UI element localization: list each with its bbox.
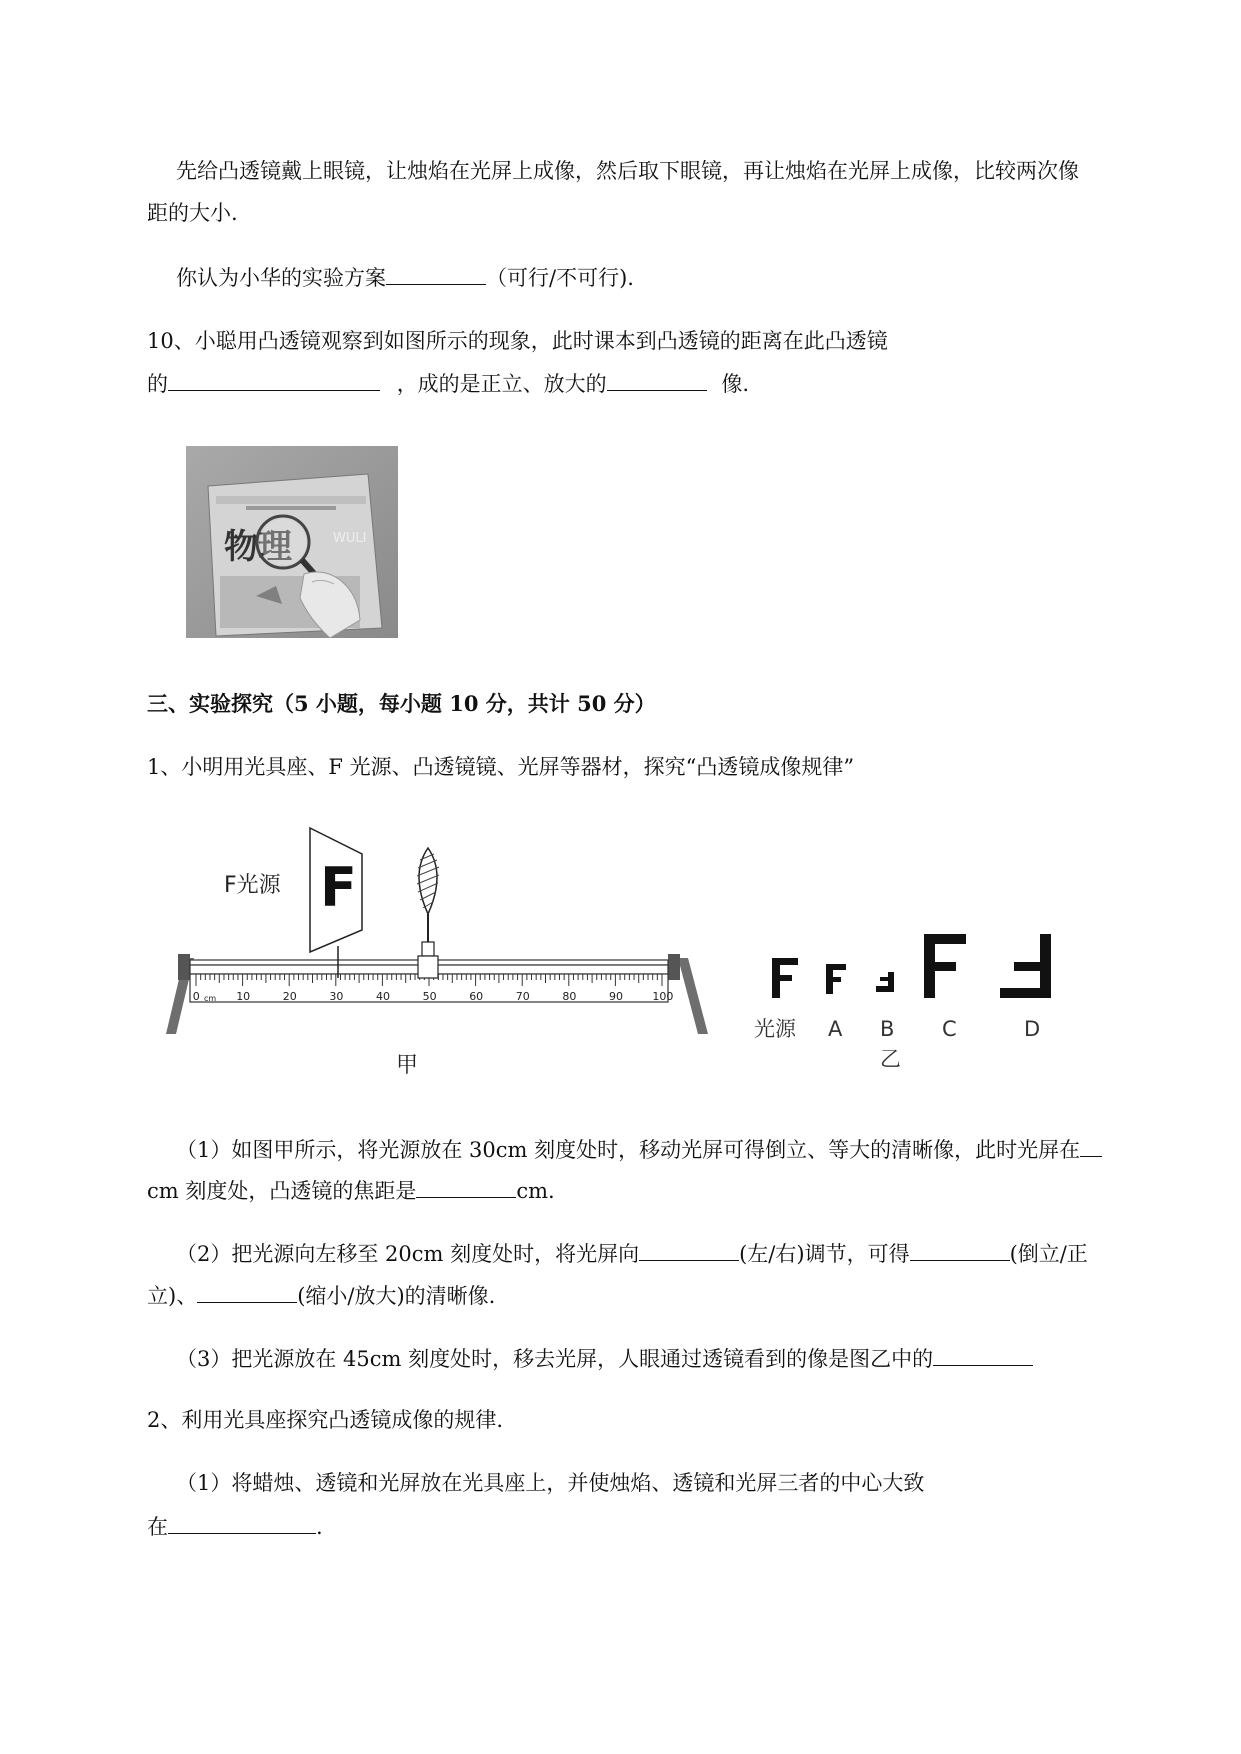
question-intro: 2、利用光具座探究凸透镜成像的规律.: [147, 1408, 504, 1432]
figure-caption-yi: 乙: [880, 1047, 901, 1071]
text: （可行/不可行).: [486, 266, 634, 290]
answer-blank[interactable]: [386, 262, 486, 285]
ruler-tick-label: 100: [652, 990, 674, 1003]
answer-blank[interactable]: [197, 1280, 297, 1303]
text: （3）把光源放在 45cm 刻度处时，移去光屏，人眼通过透镜看到的像是图乙中的: [176, 1347, 934, 1371]
question-intro: 1、小明用光具座、F 光源、凸透镜镜、光屏等器材，探究“凸透镜成像规律”: [147, 755, 855, 779]
book-side-text: WULI: [333, 531, 367, 546]
label-a: A: [828, 1017, 843, 1041]
text: 立)、: [147, 1284, 198, 1308]
text: 在: [147, 1515, 168, 1539]
ruler-tick-label: 50: [422, 990, 437, 1003]
text: (倒立/正: [1009, 1242, 1088, 1266]
answer-blank[interactable]: [1080, 1134, 1102, 1157]
label-c: C: [942, 1017, 957, 1041]
ruler-tick-label: 70: [515, 990, 530, 1003]
text: (左/右)调节，可得: [739, 1242, 910, 1266]
question-line: （1）将蜡烛、透镜和光屏放在光具座上，并使烛焰、透镜和光屏三者的中心大致: [176, 1471, 925, 1495]
question-line: [147, 368, 749, 398]
text: （1）如图甲所示，将光源放在 30cm 刻度处时，移动光屏可得倒立、等大的清晰像，此时光屏在: [176, 1138, 1081, 1162]
label-source: 光源: [754, 1017, 796, 1041]
text: (缩小/放大)的清晰像.: [297, 1284, 496, 1308]
light-source-label: F光源: [224, 873, 281, 898]
question-line: [147, 1511, 323, 1541]
option-d-icon: [1000, 934, 1051, 998]
text: cm 刻度处，凸透镜的焦距是: [147, 1179, 417, 1203]
section-heading: 三、实验探究（5 小题，每小题 10 分，共计 50 分）: [147, 691, 656, 716]
paragraph-line: 先给凸透镜戴上眼镜，让烛焰在光屏上成像，然后取下眼镜，再让烛焰在光屏上成像，比较两次像: [176, 159, 1079, 183]
option-b-icon: [876, 972, 894, 992]
text: ，成的是正立、放大的: [396, 372, 607, 396]
question-line: [147, 1175, 555, 1205]
book-title: 物理: [224, 527, 292, 567]
text: 的: [147, 372, 168, 396]
paragraph-line: [176, 262, 634, 292]
answer-blank[interactable]: [416, 1175, 516, 1198]
answer-blank[interactable]: [607, 368, 707, 391]
question-line: [147, 1280, 495, 1310]
label-d: D: [1024, 1017, 1041, 1041]
option-a-icon: [826, 964, 846, 994]
question-line: [176, 1343, 1033, 1373]
ruler-tick-label: 60: [469, 990, 484, 1003]
answer-blank[interactable]: [639, 1238, 739, 1261]
question-line: [176, 1134, 1102, 1164]
answer-blank[interactable]: [168, 1511, 316, 1534]
question-line: [176, 1238, 1088, 1268]
ruler-tick-label: 10: [236, 990, 251, 1003]
answer-blank[interactable]: [933, 1343, 1033, 1366]
ruler-tick-label: 40: [376, 990, 390, 1003]
optical-bench-figure: [160, 820, 720, 1080]
answer-blank[interactable]: [168, 368, 380, 391]
question-line: 10、小聪用凸透镜观察到如图所示的现象，此时课本到凸透镜的距离在此凸透镜: [147, 329, 888, 353]
source-f-glyph: F: [320, 856, 357, 919]
option-c-icon: [924, 934, 966, 998]
text: 你认为小华的实验方案: [176, 266, 386, 290]
paragraph-line: 距的大小.: [147, 201, 238, 225]
label-b: B: [880, 1017, 895, 1041]
ruler-unit-label: cm: [204, 994, 217, 1003]
ruler-tick-label: 20: [282, 990, 297, 1003]
text: 像.: [721, 372, 750, 396]
ruler-tick-label: 30: [329, 990, 344, 1003]
source-f-icon: [772, 958, 798, 998]
text: （2）把光源向左移至 20cm 刻度处时，将光屏向: [176, 1242, 640, 1266]
image-options-figure: [748, 920, 1088, 1080]
ruler-tick-label: 80: [562, 990, 577, 1003]
magnifier-photo: [186, 446, 398, 638]
ruler-tick-label: 0: [192, 990, 200, 1003]
answer-blank[interactable]: [910, 1238, 1010, 1261]
ruler-tick-label: 90: [609, 990, 623, 1003]
text: .: [316, 1515, 323, 1539]
figure-caption-jia: 甲: [396, 1053, 419, 1078]
text: cm.: [516, 1179, 555, 1203]
